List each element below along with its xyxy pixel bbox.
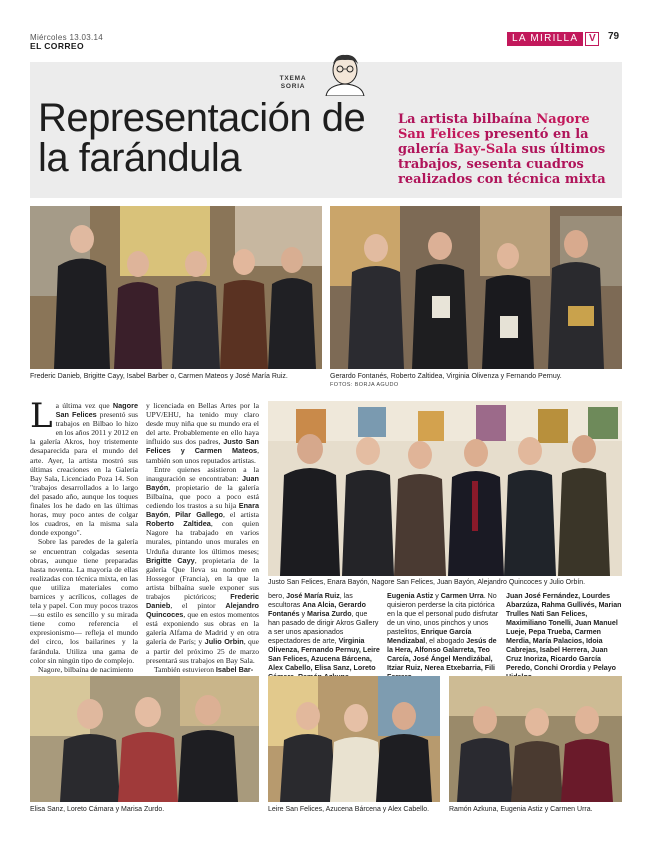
article-body-column-2 bbox=[146, 401, 260, 674]
section-name: LA MIRILLA bbox=[507, 32, 583, 46]
article-headline: Representación de la farándula bbox=[38, 96, 366, 180]
col2-p2-n: Alejandro Quincoces bbox=[146, 601, 259, 620]
photo-group-3 bbox=[268, 401, 622, 576]
names-c1-a: bero, bbox=[268, 592, 287, 600]
photo-group-2 bbox=[330, 206, 622, 369]
col1-paragraph-3: Nagore, bilbaína de nacimiento bbox=[38, 664, 134, 674]
col1-text-c: presentó sus trabajos en Bilbao lo hizo en los años 2011 y 2012 en la galería Akros, hoy tristemente desaparecida para el mundo del arte. Ayer, la artista mostró sus últimas creaciones en la Galería Bay Sala, Licenciado Poza 14. Son "trabajos desarrollados a lo largo del pasado año, aunque los toques finales los he dado en las últimas horas, muy poco antes de colgar los cuadros, en la misma sala donde expongo". bbox=[30, 410, 139, 538]
names-column-1 bbox=[268, 592, 380, 682]
col2-p3-a: También estuvieron bbox=[154, 664, 216, 674]
photo-group-1 bbox=[30, 206, 322, 369]
col2-p2-f: Pilar Gallego bbox=[175, 510, 223, 520]
issue-date: Miércoles 13.03.14 bbox=[30, 33, 103, 42]
col2-p2-b: Juan Bayón bbox=[146, 473, 259, 492]
photo-caption-6: Ramón Azkuna, Eugenia Astiz y Carmen Urra. bbox=[449, 806, 593, 813]
col1-text-a: a última vez que bbox=[55, 401, 113, 410]
col2-p2-o: , que en estos momentos está exponiendo sus obras en la galería Alfama de Madrid y en otra galería de París; y bbox=[146, 610, 259, 647]
names-c2-b: y bbox=[433, 592, 441, 600]
col2-p3-b: Isabel Bar- bbox=[215, 664, 254, 674]
col2-p2-g: , el artista bbox=[223, 510, 260, 520]
col2-p2-c: , propietario de la galería Bilbaína, que poco a poco está cediendo los trastos a su hija bbox=[146, 482, 259, 511]
names-c1-d: Ana Alcia, Gerardo Fontanés bbox=[268, 601, 366, 618]
photo-caption-3: Justo San Felices, Enara Bayón, Nagore San Felices, Juan Bayón, Alejandro Quincoces y Julio Orbín. bbox=[268, 579, 586, 586]
col2-p2-l: Frederic Danieb bbox=[146, 591, 259, 611]
col1-paragraph-2: Sobre las paredes de la galería se encuentran colgadas sesenta obras, aunque tiene preparadas hasta noventa. La mayoría de ellas realizadas con técnica mixta, en las que utiliza materiales como barnices y acrílicos, collages de tela y papel. Con muy pocos trazos —su estilo es sencillo y su mirada tiene como referencia el expresionismo— refleja el mundo del circo, los bailarines y la farándula. Utiliza una gama de color sin ningún tipo de complejo. bbox=[30, 537, 138, 665]
lede-prefix: La artista bilbaína bbox=[398, 112, 537, 127]
photo-caption-1: Frederic Danieb, Brigitte Cayy, Isabel Barber o, Carmen Mateos y José María Ruiz. bbox=[30, 373, 288, 380]
names-c1-h: Virginia Olivenza, Fernando Pernuy, Leire San Felices, Azucena Bárcena, Alex Cabello, Elisa Sanz, Loreto bbox=[268, 637, 380, 672]
names-c2-c: Carmen Urra bbox=[440, 592, 484, 600]
col2-p1-text: y licenciada en Bellas Artes por la UPV/EHU, ha tenido muy claro desde muy niña que su mundo era el del arte. Probablemente en ello haya influido sus dos padres, bbox=[146, 401, 259, 447]
columnist-portrait-illustration bbox=[318, 52, 372, 96]
photo-group-6 bbox=[449, 676, 622, 802]
photo-group-4 bbox=[30, 676, 259, 802]
photo-caption-4: Elisa Sanz, Loreto Cámara y Marisa Zurdo. bbox=[30, 806, 165, 813]
names-c2-d: . No quisieron perderse la cita pictórica en la que el personal pudo disfrutar de un vino, unos pinchos y unos pastelitos, bbox=[387, 592, 499, 636]
names-c3-a: Juan José Fernández, Lourdes Abarzúza, Rahma Gullivés, Marian Trulles Nati San Felices, Maximiliano Tonelli, Juan Manuel Lueje, Pepa Trueba, Carmen Merdia, María Palacios, Idoia Cabrejas, Isabel Herrera, Juan Cruz Inoriza, Ricardo García Peredo, Conchi Orordia bbox=[506, 592, 622, 672]
photo-group-4-image bbox=[30, 676, 259, 802]
names-c1-f: Marisa Zurdo bbox=[307, 610, 352, 618]
col2-paragraph-1 bbox=[146, 401, 259, 465]
columnist-name bbox=[268, 75, 318, 91]
col2-p1-names: Justo San Felices y Carmen Mateos bbox=[146, 437, 259, 456]
names-c2-f: , el abogado bbox=[425, 637, 467, 645]
names-c3-b: y bbox=[585, 664, 594, 672]
col2-p2-m: , el pintor bbox=[170, 601, 226, 611]
col2-p2-i: , con quien Nagore ha trabajado en varios murales, pintando unos murales en Urduña durante los últimos meses; bbox=[146, 519, 259, 556]
col2-p2-q: , que a partir del próximo 25 de marzo presentará sus trabajos en Bay Sala. bbox=[146, 637, 259, 665]
col2-p2-p: Julio Orbin bbox=[204, 637, 244, 647]
photo-group-2-image bbox=[330, 206, 622, 369]
names-c2-g: Jesús de la Hera, Alfonso Galarreta, Teo Carcía, José Ángel Mendizábal, Itziar Ruiz, Nerea Etxebarria, Fili bbox=[387, 637, 497, 672]
lede-mid: presentó en la galería bbox=[398, 127, 589, 157]
page-number: 79 bbox=[608, 31, 620, 42]
col1-name-nagore: Nagore San Felices bbox=[55, 401, 138, 420]
names-c1-g: , que han pasado de dirigir Akros Gallery a ser unos apasionados espectadores de arte, bbox=[268, 610, 379, 645]
names-column-3 bbox=[506, 592, 622, 682]
photo-credit: FOTOS: BORJA AGUDO bbox=[330, 382, 399, 388]
col2-paragraph-3 bbox=[146, 665, 259, 674]
photo-group-1-image bbox=[30, 206, 322, 369]
col2-p2-h: Roberto Zaltidea bbox=[146, 519, 211, 529]
col2-paragraph-2 bbox=[146, 465, 259, 665]
article-lede bbox=[398, 112, 618, 187]
names-column-2 bbox=[387, 592, 499, 682]
col2-p2-k: , propietaria de la galería Que lleva su nombre en Hossegor (Francia), en la que la artista bilbaína suele exponer sus trabajos pictóricos; bbox=[146, 555, 259, 601]
photo-group-3-image bbox=[268, 401, 622, 576]
photo-group-6-image bbox=[449, 676, 622, 802]
names-c1-e: y bbox=[299, 610, 308, 618]
columnist-first-name: TXEMA bbox=[279, 75, 307, 82]
col2-p2-e: , bbox=[168, 510, 176, 520]
section-letter: V bbox=[585, 32, 599, 46]
col2-p2-a: Entre quienes asistieron a la inauguración se encontraban: bbox=[146, 464, 259, 483]
lede-suffix: sus últimos trabajos, sesenta cuadros realizados con técnica mixta bbox=[398, 142, 606, 187]
names-c1-b: José María Ruiz bbox=[286, 592, 340, 600]
section-tag bbox=[507, 32, 599, 46]
drop-cap: L bbox=[30, 396, 53, 436]
col2-p2-d: Enara Bayón bbox=[146, 501, 259, 520]
col2-p1-end: , también son unos reputados artistas. bbox=[146, 446, 259, 465]
names-c2-a: Eugenia Astiz bbox=[387, 592, 434, 600]
col2-p2-j: Brigitte Cayy bbox=[146, 555, 195, 565]
names-c2-e: Enrique García Mendizabal bbox=[387, 628, 472, 645]
lede-artist-name: Nagore San Felices bbox=[398, 112, 590, 142]
photo-group-5 bbox=[268, 676, 440, 802]
article-body-column-1 bbox=[30, 396, 139, 674]
lede-gallery-name: Bay-Sala bbox=[453, 142, 518, 157]
newspaper-name: EL CORREO bbox=[30, 41, 84, 51]
photo-group-5-image bbox=[268, 676, 440, 802]
photo-caption-5: Leire San Felices, Azucena Bárcena y Alex Cabello. bbox=[268, 806, 430, 813]
names-c3-c: Pelayo bbox=[593, 664, 616, 672]
photo-caption-2: Gerardo Fontanés, Roberto Zaltidea, Virginia Olivenza y Fernando Pernuy. bbox=[330, 373, 562, 380]
names-c1-c: , las escultoras bbox=[268, 592, 353, 609]
columnist-last-name: SORIA bbox=[280, 83, 306, 90]
